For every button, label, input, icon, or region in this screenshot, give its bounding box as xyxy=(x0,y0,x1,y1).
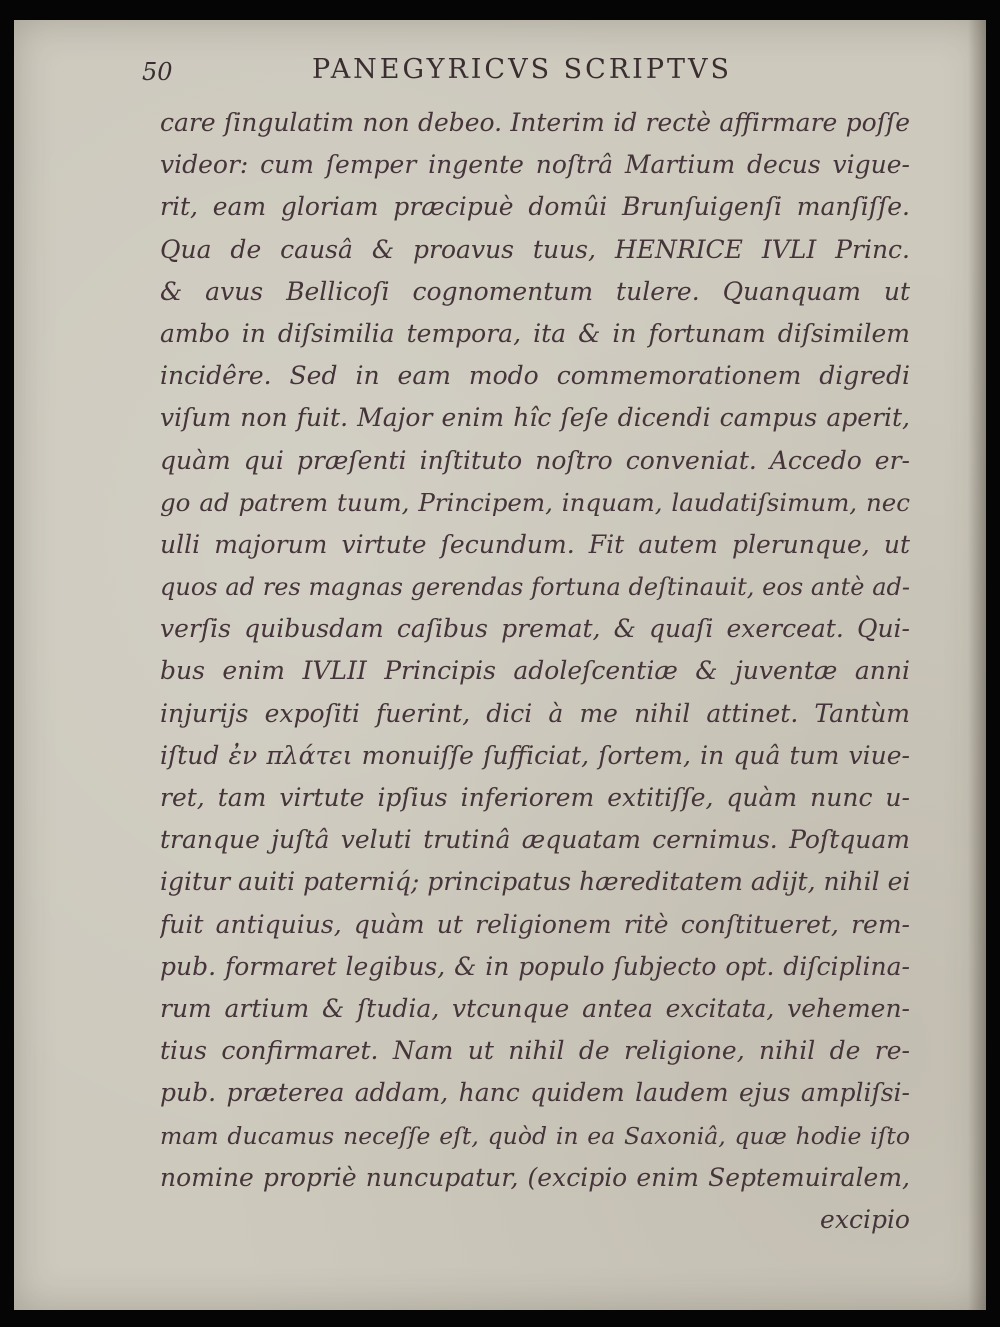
page-number: 50 xyxy=(142,58,173,86)
text-line: nomine propriè nuncupatur, (excipio enim Septemuiralem, xyxy=(160,1162,910,1192)
text-line: go ad patrem tuum, Principem, inquam, laudatiſsimum, nec xyxy=(160,487,910,517)
text-line: videor: cum ſemper ingente noſtrâ Martium decus vigue- xyxy=(160,150,910,180)
catchword: excipio xyxy=(820,1204,910,1234)
text-line: viſum non fuit. Major enim hîc ſeſe dicendi campus aperit, xyxy=(160,403,910,433)
text-line: quos ad res magnas gerendas fortuna deſtinauit, eos antè ad- xyxy=(160,573,910,602)
text-line: fuit antiquius, quàm ut religionem ritè conſtitueret, rem- xyxy=(160,909,910,939)
text-line: Qua de causâ & proavus tuus, HENRICE IVLI Princ. xyxy=(160,234,910,264)
text-line: quàm qui præſenti inſtituto noſtro conveniat. Accedo er- xyxy=(160,445,910,475)
text-line: pub. præterea addam, hanc quidem laudem ejus ampliſsi- xyxy=(160,1078,910,1108)
text-line: incidêre. Sed in eam modo commemorationem digredi xyxy=(160,361,910,391)
body-text xyxy=(160,102,910,1241)
text-line: rit, eam gloriam præcipuè domûi Brunſuigenſi manſiſſe. xyxy=(160,192,910,222)
text-line: tius confirmaret. Nam ut nihil de religione, nihil de re- xyxy=(160,1036,910,1066)
page-gutter-shadow xyxy=(968,20,986,1310)
text-line: ambo in diſsimilia tempora, ita & in fortunam diſsimilem xyxy=(160,318,910,348)
text-line: bus enim IVLII Principis adoleſcentiæ & juventæ anni xyxy=(160,656,910,686)
text-line: & avus Bellicoſi cognomentum tulere. Quanquam ut xyxy=(160,276,910,306)
text-line: igitur auiti paterniq́; principatus hæreditatem adijt, nihil ei xyxy=(160,867,910,897)
text-line: ret, tam virtute ipſius inferiorem extitiſſe, quàm nunc u- xyxy=(160,783,910,812)
text-line: rum artium & ſtudia, vtcunque antea excitata, vehemen- xyxy=(160,993,910,1023)
text-line: iſtud ἐν πλάτει monuiſſe ſufficiat, ſortem, in quâ tum viue- xyxy=(160,740,910,770)
text-line: tranque juſtâ veluti trutinâ æquatam cernimus. Poſtquam xyxy=(160,825,910,855)
text-line: ulli majorum virtute ſecundum. Fit autem plerunque, ut xyxy=(160,529,910,559)
book-page xyxy=(14,20,986,1310)
text-line: verſis quibusdam caſibus premat, & quaſi exerceat. Qui- xyxy=(160,614,910,644)
running-title: PANEGYRICVS SCRIPTVS xyxy=(312,54,732,85)
text-line: care ſingulatim non debeo. Interim id rectè affirmare poſſe xyxy=(160,108,910,137)
text-line: mam ducamus neceſſe eſt, quòd in ea Saxoniâ, quæ hodie iſto xyxy=(160,1121,910,1150)
text-line: pub. formaret legibus, & in populo ſubjecto opt. diſciplina- xyxy=(160,951,910,981)
page-header xyxy=(14,54,986,94)
text-line: injurijs expoſiti fuerint, dici à me nihil attinet. Tantùm xyxy=(160,698,910,728)
